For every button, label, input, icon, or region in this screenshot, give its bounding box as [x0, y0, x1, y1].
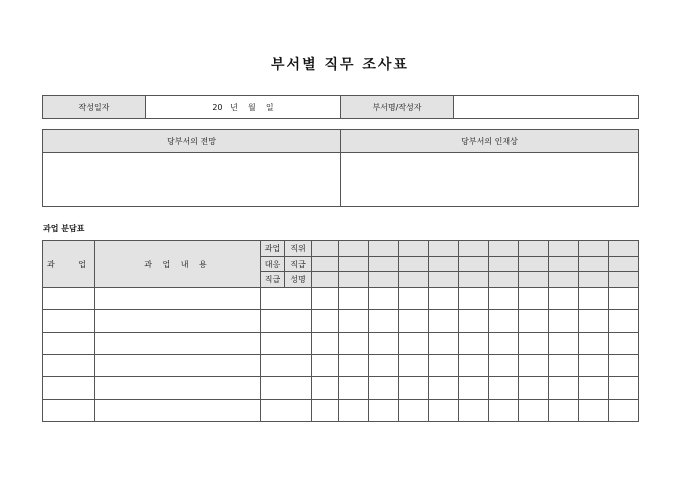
task-column-header: 과 업	[43, 241, 95, 288]
task-cell[interactable]	[519, 310, 549, 332]
task-cell[interactable]	[549, 332, 579, 354]
task-cell[interactable]	[369, 288, 399, 310]
task-cell[interactable]	[579, 332, 609, 354]
task-cell[interactable]	[609, 354, 639, 376]
task-cell[interactable]	[261, 377, 312, 399]
task-cell[interactable]	[579, 288, 609, 310]
task-cell[interactable]	[95, 354, 261, 376]
task-cell[interactable]	[261, 354, 312, 376]
task-cell[interactable]	[339, 288, 369, 310]
task-cell[interactable]	[399, 332, 429, 354]
task-cell[interactable]	[369, 310, 399, 332]
task-cell[interactable]	[489, 310, 519, 332]
table-row	[43, 288, 639, 310]
task-cell[interactable]	[609, 399, 639, 421]
task-cell[interactable]	[399, 288, 429, 310]
task-cell[interactable]	[519, 399, 549, 421]
dept-field[interactable]	[454, 96, 639, 119]
table-row	[43, 354, 639, 376]
task-cell[interactable]	[609, 310, 639, 332]
task-cell[interactable]	[339, 332, 369, 354]
task-table	[42, 240, 639, 422]
task-cell[interactable]	[489, 332, 519, 354]
content-column-header: 과 업 내 용	[95, 241, 261, 288]
task-cell[interactable]	[489, 354, 519, 376]
task-cell[interactable]	[43, 354, 95, 376]
task-cell[interactable]	[459, 399, 489, 421]
task-cell[interactable]	[549, 354, 579, 376]
section-title: 과업 분담표	[43, 224, 85, 233]
dept-label: 부서명/작성자	[341, 96, 454, 119]
table-row	[43, 377, 639, 399]
task-cell[interactable]	[43, 377, 95, 399]
task-cell[interactable]	[459, 354, 489, 376]
task-cell[interactable]	[369, 354, 399, 376]
task-cell[interactable]	[579, 310, 609, 332]
task-cell[interactable]	[429, 399, 459, 421]
task-cell[interactable]	[43, 288, 95, 310]
task-cell[interactable]	[579, 377, 609, 399]
task-cell[interactable]	[261, 399, 312, 421]
task-cell[interactable]	[489, 377, 519, 399]
task-cell[interactable]	[339, 354, 369, 376]
task-cell[interactable]	[429, 354, 459, 376]
task-cell[interactable]	[43, 332, 95, 354]
sub-label: 대응	[261, 256, 285, 272]
task-cell[interactable]	[399, 310, 429, 332]
task-cell[interactable]	[429, 377, 459, 399]
task-cell[interactable]	[95, 288, 261, 310]
outlook-table	[42, 129, 639, 207]
sub-label: 직급	[261, 272, 285, 288]
task-cell[interactable]	[549, 399, 579, 421]
table-row	[43, 399, 639, 421]
task-cell[interactable]	[459, 310, 489, 332]
talent-header: 당부서의 인재상	[341, 130, 639, 153]
task-cell[interactable]	[95, 310, 261, 332]
task-cell[interactable]	[369, 377, 399, 399]
task-cell[interactable]	[261, 310, 312, 332]
row-label-grade: 직급	[285, 256, 312, 272]
task-cell[interactable]	[339, 310, 369, 332]
task-cell[interactable]	[312, 332, 339, 354]
task-cell[interactable]	[312, 288, 339, 310]
task-cell[interactable]	[399, 377, 429, 399]
task-cell[interactable]	[95, 399, 261, 421]
sub-label: 과업	[261, 241, 285, 257]
table-row	[43, 332, 639, 354]
page-title: 부서별 직무 조사표	[271, 57, 409, 73]
task-cell[interactable]	[459, 288, 489, 310]
table-row	[43, 310, 639, 332]
info-table	[42, 95, 639, 119]
row-label-position: 직위	[285, 241, 312, 257]
task-cell[interactable]	[261, 288, 312, 310]
task-cell[interactable]	[369, 399, 399, 421]
task-cell[interactable]	[519, 377, 549, 399]
task-cell[interactable]	[459, 332, 489, 354]
task-cell[interactable]	[579, 354, 609, 376]
task-cell[interactable]	[369, 332, 399, 354]
task-cell[interactable]	[261, 332, 312, 354]
task-cell[interactable]	[399, 354, 429, 376]
task-cell[interactable]	[312, 399, 339, 421]
task-cell[interactable]	[549, 377, 579, 399]
task-cell[interactable]	[312, 354, 339, 376]
task-cell[interactable]	[519, 354, 549, 376]
task-cell[interactable]	[609, 377, 639, 399]
talent-field[interactable]	[341, 153, 639, 207]
task-cell[interactable]	[429, 310, 459, 332]
outlook-field[interactable]	[43, 153, 341, 207]
date-label: 작성일자	[43, 96, 146, 119]
task-cell[interactable]	[95, 377, 261, 399]
task-cell[interactable]	[549, 288, 579, 310]
task-cell[interactable]	[459, 377, 489, 399]
task-cell[interactable]	[429, 288, 459, 310]
task-cell[interactable]	[579, 399, 609, 421]
task-cell[interactable]	[312, 310, 339, 332]
task-cell[interactable]	[339, 399, 369, 421]
task-cell[interactable]	[519, 288, 549, 310]
date-field[interactable]: 20 년 월 일	[146, 96, 341, 119]
task-cell[interactable]	[339, 377, 369, 399]
task-cell[interactable]	[519, 332, 549, 354]
task-cell[interactable]	[489, 288, 519, 310]
task-cell[interactable]	[43, 399, 95, 421]
task-cell[interactable]	[609, 288, 639, 310]
row-label-name: 성명	[285, 272, 312, 288]
task-cell[interactable]	[489, 399, 519, 421]
task-cell[interactable]	[429, 332, 459, 354]
outlook-header: 당부서의 전망	[43, 130, 341, 153]
task-cell[interactable]	[43, 310, 95, 332]
task-cell[interactable]	[95, 332, 261, 354]
task-cell[interactable]	[609, 332, 639, 354]
task-cell[interactable]	[399, 399, 429, 421]
task-cell[interactable]	[312, 377, 339, 399]
task-cell[interactable]	[549, 310, 579, 332]
